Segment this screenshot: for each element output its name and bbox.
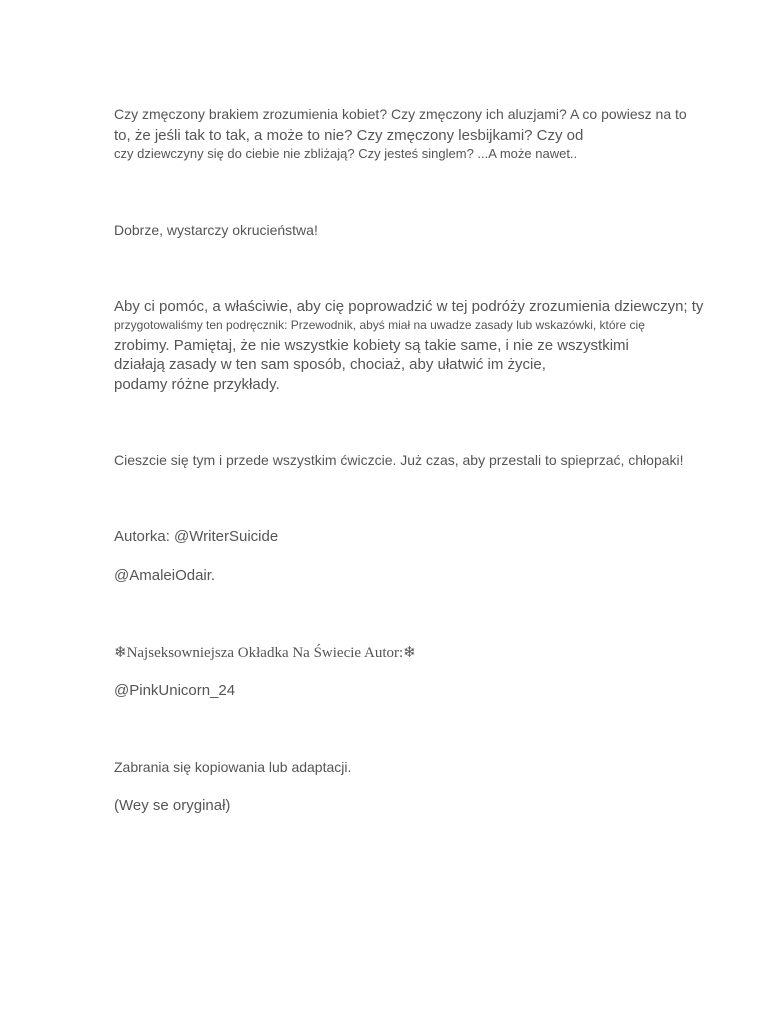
- original-note: (Wey se oryginał): [114, 797, 231, 814]
- intro-line-3: czy dziewczyny się do ciebie nie zbliżają? Czy jesteś singlem? ...A może nawet..: [114, 146, 578, 161]
- intro-line-2: to, że jeśli tak to tak, a może to nie? Czy zmęczony lesbijkami? Czy od: [114, 127, 584, 144]
- intro-line-1: Czy zmęczony brakiem zrozumienia kobiet? Czy zmęczony ich aluzjami? A co powiesz na to: [114, 106, 687, 122]
- cover-credit: ❄Najseksowniejsza Okładka Na Świecie Autor:❄: [114, 645, 416, 661]
- guide-line-5: podamy różne przykłady.: [114, 376, 280, 393]
- guide-line-1: Aby ci pomóc, a właściwie, aby cię poprowadzić w tej podróży zrozumienia dziewczyn; ty: [114, 298, 704, 315]
- guide-line-3: zrobimy. Pamiętaj, że nie wszystkie kobiety są takie same, i nie ze wszystkimi: [114, 337, 629, 354]
- enough-text: Dobrze, wystarczy okrucieństwa!: [114, 222, 318, 238]
- cover-author-handle: @PinkUnicorn_24: [114, 682, 236, 699]
- guide-line-4: działają zasady w ten sam sposób, chociaż, aby ułatwić im życie,: [114, 356, 546, 373]
- coauthor-handle: @AmaleiOdair.: [114, 567, 216, 584]
- copyright-notice: Zabrania się kopiowania lub adaptacji.: [114, 759, 352, 775]
- guide-line-2: przygotowaliśmy ten podręcznik: Przewodnik, abyś miał na uwadze zasady lub wskazówki, które cię: [114, 318, 645, 332]
- enjoy-text: Cieszcie się tym i przede wszystkim ćwiczcie. Już czas, aby przestali to spieprzać, chłopaki!: [114, 452, 684, 468]
- author-label: Autorka: @WriterSuicide: [114, 528, 279, 545]
